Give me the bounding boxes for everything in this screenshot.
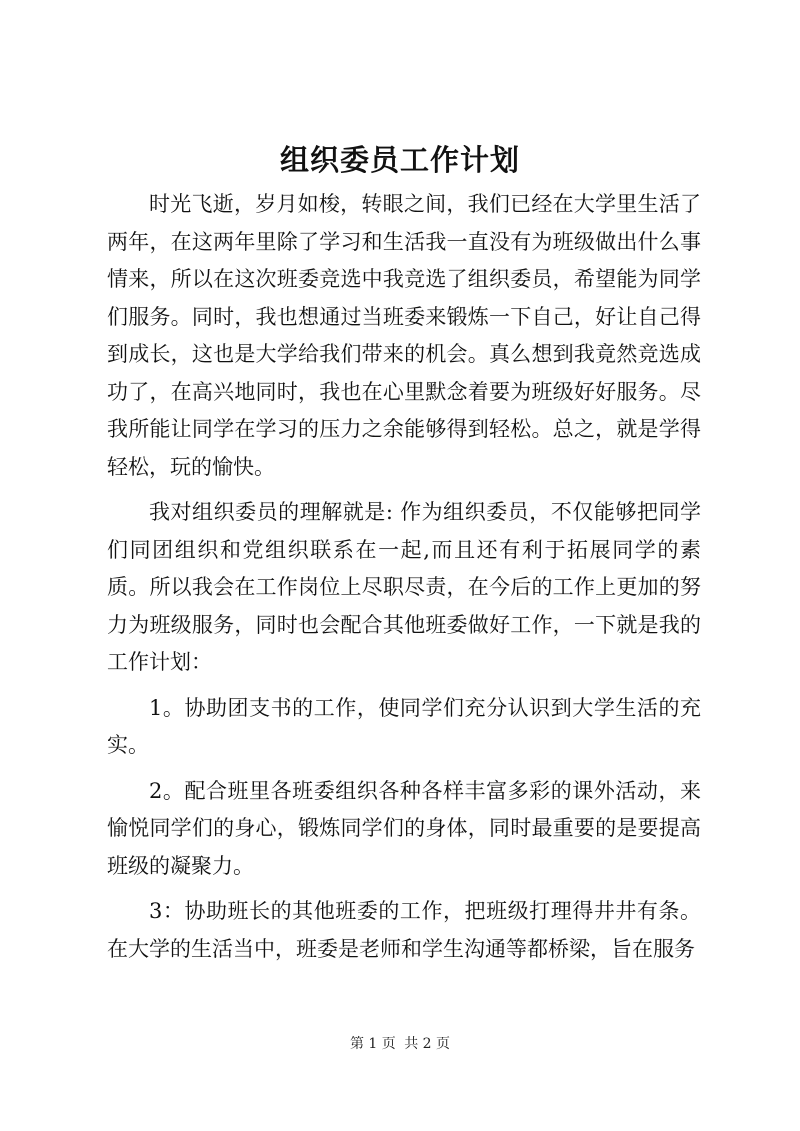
paragraph-understanding: 我对组织委员的理解就是: 作为组织委员，不仅能够把同学们同团组织和党组织联系在一起,而且还有利于拓展同学的素质。所以我会在工作岗位上尽职尽责，在今后的工作上更加的努力为班级服务，同时也会配合其他班委做好工作，一下就是我的工作计划： — [107, 500, 701, 674]
page-total: 共 2 页 — [404, 1036, 451, 1052]
plan-item-3: 3：协助班长的其他班委的工作，把班级打理得井井有条。在大学的生活当中，班委是老师和学生沟通等都桥梁，旨在服务 — [107, 899, 701, 961]
page-footer — [0, 1034, 800, 1054]
page-number: 第 1 页 — [349, 1036, 396, 1052]
paragraph-intro: 时光飞逝，岁月如梭，转眼之间，我们已经在大学里生活了两年，在这两年里除了学习和生活我一直没有为班级做出什么事情来，所以在这次班委竞选中我竞选了组织委员，希望能为同学们服务。同时，我也想通过当班委来锻炼一下自己，好让自己得到成长，这也是大学给我们带来的机会。真么想到我竟然竞选成功了，在高兴地同时，我也在心里默念着要为班级好好服务。尽我所能让同学在学习的压力之余能够得到轻松。总之，就是学得轻松，玩的愉快。 — [107, 192, 701, 479]
plan-item-2: 2。配合班里各班委组织各种各样丰富多彩的课外活动，来愉悦同学们的身心，锻炼同学们的身体，同时最重要的是要提高班级的凝聚力。 — [107, 778, 701, 878]
document-title: 组织委员工作计划 — [279, 143, 520, 177]
plan-item-1: 1。协助团支书的工作，使同学们充分认识到大学生活的充实。 — [107, 695, 701, 757]
document-body — [107, 186, 701, 976]
